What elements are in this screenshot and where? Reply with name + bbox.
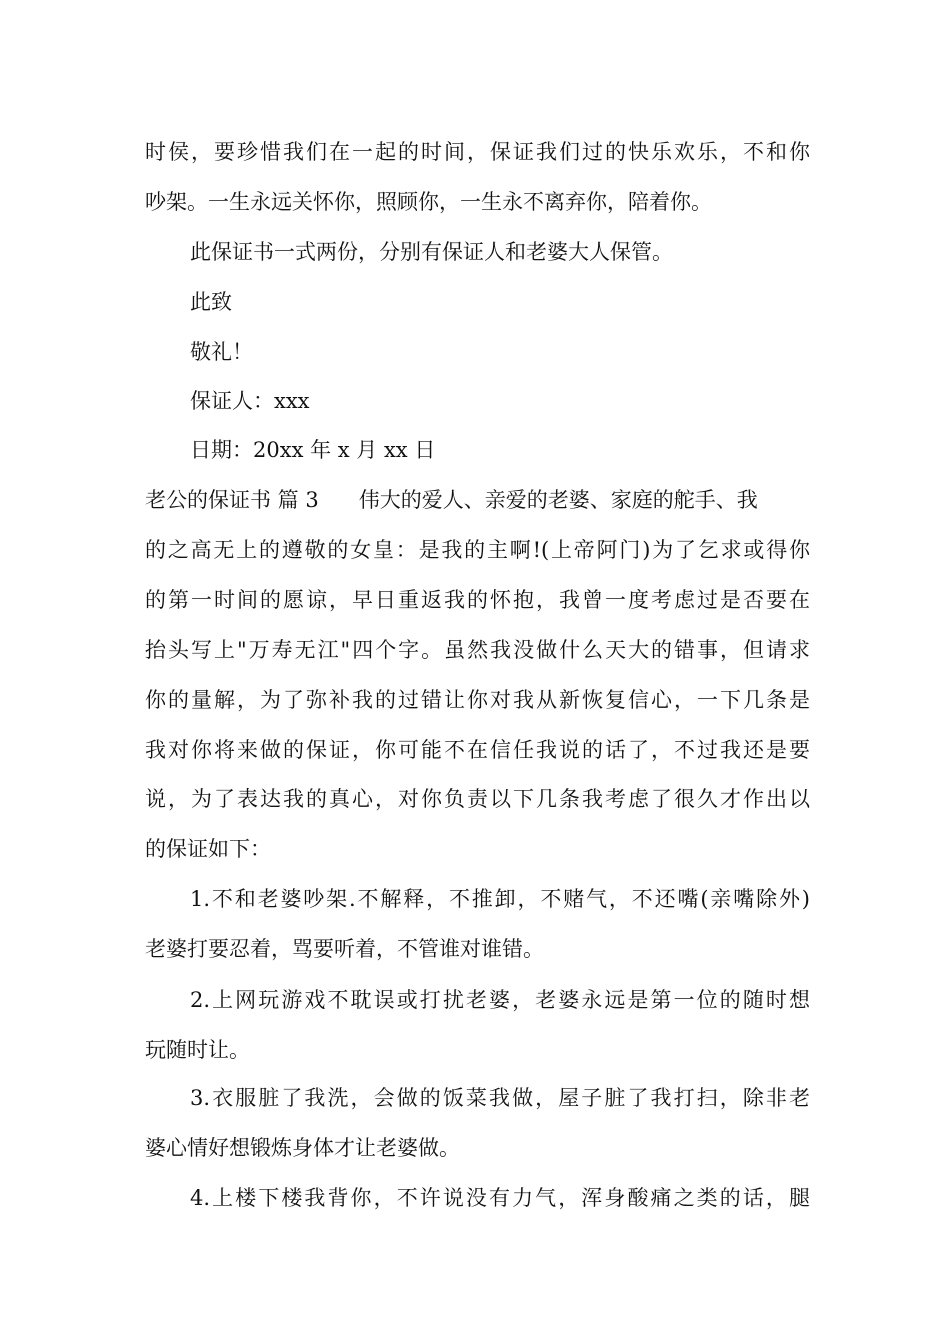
text-line: 你的量解，为了弥补我的过错让你对我从新恢复信心，一下几条是 [145,688,810,712]
text-line: 吵架。一生永远关怀你，照顾你，一生永不离弃你，陪着你。 [145,190,712,214]
text-line: 的保证如下： [145,837,271,861]
section-heading: 老公的保证书 篇 3 [145,488,319,512]
text-line: 的第一时间的愿谅，早日重返我的怀抱，我曾一度考虑过是否要在 [145,588,810,612]
list-item: 3.衣服脏了我洗，会做的饭菜我做，屋子脏了我打扫，除非老 [190,1086,810,1110]
text-line: 时侯，要珍惜我们在一起的时间，保证我们过的快乐欢乐，不和你 [145,140,810,164]
list-item: 4.上楼下楼我背你，不许说没有力气，浑身酸痛之类的话，腿 [190,1186,810,1210]
text-line: 的之高无上的遵敬的女皇：是我的主啊!(上帝阿门)为了乞求或得你 [145,538,810,562]
list-item: 1.不和老婆吵架.不解释，不推卸，不赌气，不还嘴(亲嘴除外) [190,887,810,911]
text-line: 此致 [190,290,232,314]
list-item: 2.上网玩游戏不耽误或打扰老婆，老婆永远是第一位的随时想 [190,988,810,1012]
text-line: 我对你将来做的保证，你可能不在信任我说的话了，不过我还是要 [145,738,810,762]
section-heading-line [145,485,810,515]
text-line: 保证人：xxx [190,389,310,413]
text-line: 抬头写上"万寿无江"四个字。虽然我没做什么天大的错事，但请求 [145,638,810,662]
text-line: 说，为了表达我的真心，对你负责以下几条我考虑了很久才作出以 [145,787,810,811]
text-line: 此保证书一式两份，分别有保证人和老婆大人保管。 [190,240,673,264]
text-line: 老婆打要忍着，骂要听着，不管谁对谁错。 [145,937,544,961]
text-line: 伟大的爱人、亲爱的老婆、家庭的舵手、我 [358,488,758,512]
text-line: 婆心情好想锻炼身体才让老婆做。 [145,1136,460,1160]
text-line: 玩随时让。 [145,1038,250,1062]
text-line: 敬礼！ [190,340,253,364]
text-line: 日期：20xx 年 x 月 xx 日 [190,438,436,462]
